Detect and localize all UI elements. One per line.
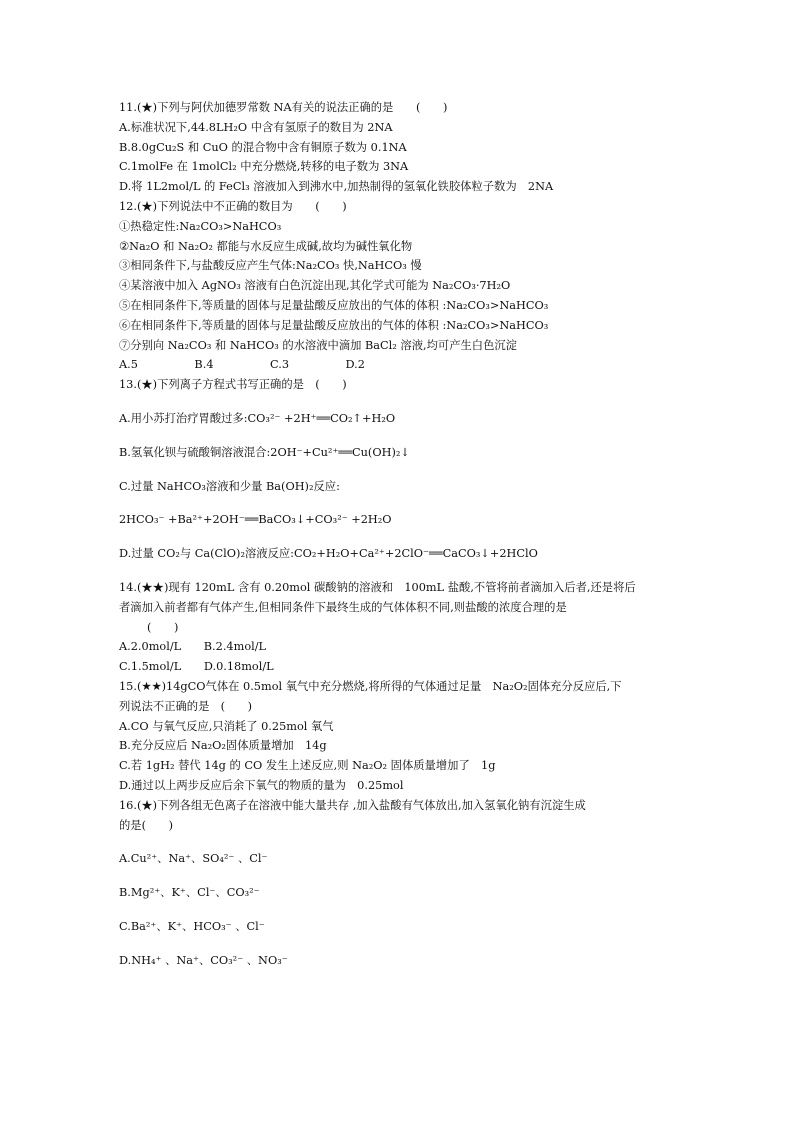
- statement-6: ⑥在相同条件下,等质量的固体与足量盐酸反应放出的气体的体积 :Na₂CO₃>NaHCO₃: [119, 318, 549, 332]
- option-a: A.Cu²⁺、Na⁺、SO₄²⁻ 、Cl⁻: [119, 852, 268, 866]
- statement-2: ②Na₂O 和 Na₂O₂ 都能与水反应生成碱,故均为碱性氧化物: [119, 239, 413, 253]
- statement-3: ③相同条件下,与盐酸反应产生气体:Na₂CO₃ 快,NaHCO₃ 慢: [119, 259, 422, 273]
- question-stem: 14.(★★)现有 120mL 含有 0.20mol 碳酸钠的溶液和 100mL 盐酸,不管将前者滴加入后者,还是将后: [119, 580, 636, 594]
- statement-1: ①热稳定性:Na₂CO₃>NaHCO₃: [119, 219, 282, 233]
- option-a: A.CO 与氧气反应,只消耗了 0.25mol 氧气: [119, 719, 334, 733]
- question-stem-cont: 者滴加入前者都有气体产生,但相同条件下最终生成的气体体积不同,则盐酸的浓度合理的是: [119, 600, 567, 614]
- question-stem: 11.(★)下列与阿伏加德罗常数 NA有关的说法正确的是 ( ): [119, 101, 448, 114]
- question-13: [119, 375, 699, 578]
- exam-page: [119, 98, 699, 970]
- option-c: C.若 1gH₂ 替代 14g 的 CO 发生上述反应,则 Na₂O₂ 固体质量增加了 1g: [119, 759, 496, 773]
- question-stem: 12.(★)下列说法中不正确的数目为 ( ): [119, 199, 347, 213]
- question-stem: 13.(★)下列离子方程式书写正确的是 ( ): [119, 378, 347, 392]
- option-a: A.用小苏打治疗胃酸过多:CO₃²⁻ +2H⁺══CO₂↑+H₂O: [119, 411, 396, 425]
- option-b: B.氢氧化钡与硫酸铜溶液混合:2OH⁻+Cu²⁺══Cu(OH)₂↓: [119, 445, 410, 459]
- option-c: C.1molFe 在 1molCl₂ 中充分燃烧,转移的电子数为 3NA: [119, 160, 409, 174]
- statement-4: ④某溶液中加入 AgNO₃ 溶液有白色沉淀出现,其化学式可能为 Na₂CO₃·7H₂O: [119, 279, 511, 293]
- options-ab: A.2.0mol/L B.2.4mol/L: [119, 640, 267, 654]
- answer-paren: ( ): [147, 620, 179, 634]
- question-11: [119, 98, 699, 197]
- question-12: [119, 197, 699, 375]
- statement-5: ⑤在相同条件下,等质量的固体与足量盐酸反应放出的气体的体积 :Na₂CO₃>NaHCO₃: [119, 298, 549, 312]
- question-stem-cont: 的是( ): [119, 818, 174, 832]
- option-d: D.通过以上两步反应后余下氧气的物质的量为 0.25mol: [119, 778, 404, 792]
- question-15: [119, 677, 699, 796]
- question-stem: 15.(★★)14gCO气体在 0.5mol 氧气中充分燃烧,将所得的气体通过足量 Na₂O₂固体充分反应后,下: [119, 679, 622, 693]
- option-b: B.Mg²⁺、K⁺、Cl⁻、CO₃²⁻: [119, 886, 260, 900]
- options-cd: C.1.5mol/L D.0.18mol/L: [119, 660, 274, 674]
- question-stem: 16.(★)下列各组无色离子在溶液中能大量共存 ,加入盐酸有气体放出,加入氢氧化钠有沉淀生成: [119, 798, 586, 812]
- option-d: D.过量 CO₂与 Ca(ClO)₂溶液反应:CO₂+H₂O+Ca²⁺+2ClO⁻══CaCO₃↓+2HClO: [119, 547, 538, 561]
- statement-7: ⑦分别向 Na₂CO₃ 和 NaHCO₃ 的水溶液中滴加 BaCl₂ 溶液,均可产生白色沉淀: [119, 338, 517, 352]
- option-b: B.8.0gCu₂S 和 CuO 的混合物中含有铜原子数为 0.1NA: [119, 140, 407, 154]
- options-row: A.5 B.4 C.3 D.2: [119, 358, 365, 372]
- question-16: [119, 796, 699, 971]
- option-a: A.标准状况下,44.8LH₂O 中含有氢原子的数目为 2NA: [119, 120, 393, 134]
- question-stem-cont: 列说法不正确的是 ( ): [119, 699, 253, 713]
- option-b: B.充分反应后 Na₂O₂固体质量增加 14g: [119, 739, 327, 753]
- option-c-equation: 2HCO₃⁻ +Ba²⁺+2OH⁻══BaCO₃↓+CO₃²⁻ +2H₂O: [119, 513, 392, 527]
- option-c: C.过量 NaHCO₃溶液和少量 Ba(OH)₂反应:: [119, 479, 340, 493]
- option-c: C.Ba²⁺、K⁺、HCO₃⁻ 、Cl⁻: [119, 919, 265, 933]
- question-14: [119, 578, 699, 677]
- option-d: D.NH₄⁺ 、Na⁺、CO₃²⁻ 、NO₃⁻: [119, 953, 288, 967]
- option-d: D.将 1L2mol/L 的 FeCl₃ 溶液加入到沸水中,加热制得的氢氧化铁胶体粒子数为 2NA: [119, 180, 554, 194]
